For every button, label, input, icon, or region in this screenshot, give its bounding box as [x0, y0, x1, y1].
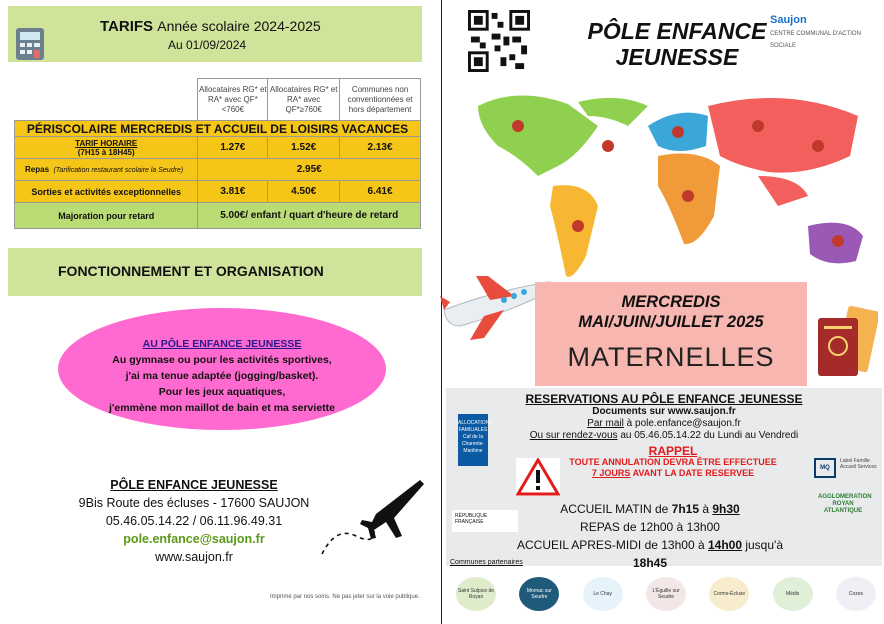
contact-name: PÔLE ENFANCE JEUNESSE [110, 478, 278, 492]
republique-logo: RÉPUBLIQUE FRANÇAISE [452, 510, 518, 532]
cell-value: 2.13€ [340, 137, 421, 159]
partner-logo: Cozes [836, 577, 876, 611]
contact-phones: 05.46.05.14.22 / 06.11.96.49.31 [105, 514, 283, 528]
ellipse-line: Au gymnase ou pour les activités sportives, [112, 354, 332, 366]
partner-logos [456, 570, 876, 618]
mercredis-title [535, 292, 807, 332]
mq-logo: MQ [814, 458, 836, 478]
rdv-line [446, 430, 882, 442]
docs-line: Documents sur www.saujon.fr [592, 406, 736, 417]
saujon-name: Saujon [770, 14, 807, 26]
contact-address: 9Bis Route des écluses - 17600 SAUJON [78, 496, 310, 510]
maternelles-title: MATERNELLES [567, 342, 775, 372]
ellipse-text [74, 336, 370, 416]
mail-label: Par mail [587, 418, 624, 429]
col-header-hors: Communes non conventionnées et hors département [340, 79, 421, 121]
row-label-repas [15, 159, 198, 181]
calculator-icon [14, 26, 46, 62]
cara-logo: AGGLOMERATION ROYAN ATLANTIQUE [818, 494, 872, 514]
world-map-illustration [458, 86, 876, 286]
partner-logo: Corme-Écluse [709, 577, 749, 611]
row-label-sorties: Sorties et activités exceptionnelles [15, 181, 198, 203]
hours-afternoon-text: ACCUEIL APRES-MIDI de 13h00 à [516, 538, 708, 552]
cell-value: 6.41€ [340, 181, 421, 203]
rappel-line2 [562, 468, 784, 479]
main-title-line1: PÔLE ENFANCE [587, 18, 767, 44]
hours-afternoon-limit: 14h00 [707, 538, 742, 552]
cell-value: 5.00€/ enfant / quart d'heure de retard [198, 203, 421, 229]
col-header-qf-high: Allocataires RG* et RA* avec QF*≥760€ [268, 79, 340, 121]
saujon-logo [770, 14, 884, 50]
rappel-days: 7 JOURS [591, 468, 631, 478]
tarif-horaire-sub: (7H15 à 18H45) [77, 147, 135, 157]
ellipse-line: Pour les jeux aquatiques, [158, 386, 286, 398]
airplane-icon [316, 466, 426, 560]
hours-lunch: REPAS de 12h00 à 13h00 [580, 520, 720, 534]
contact-email[interactable]: pole.enfance@saujon.fr [123, 532, 265, 546]
partner-logo: Le Chay [583, 577, 623, 611]
warning-icon [516, 458, 560, 496]
contact-block [74, 476, 314, 566]
print-note: Imprimé par nos soins. Ne pas jeter sur la voie publique. [270, 594, 420, 600]
tarifs-label: TARIFS [100, 18, 154, 35]
row-label-tarif-horaire [15, 137, 198, 159]
tarif-horaire-label: TARIF HORAIRE [75, 138, 138, 148]
caf-logo: ALLOCATIONS FAMILIALES Caf de la Charente-Maritime [458, 414, 488, 466]
hours-morning-to: à [699, 502, 713, 516]
hours-afternoon-until: jusqu'à [742, 538, 783, 552]
cell-value: 4.50€ [268, 181, 340, 203]
rappel-title: RAPPEL [648, 444, 698, 458]
cell-value: 3.81€ [198, 181, 268, 203]
tarifs-subtitle: Année scolaire 2024-2025 [157, 18, 321, 34]
reservations-title: RESERVATIONS AU PÔLE ENFANCE JEUNESSE [525, 392, 803, 406]
qr-code[interactable] [468, 10, 530, 72]
main-title-line2: JEUNESSE [615, 44, 739, 70]
tarifs-title [100, 18, 321, 35]
hours-morning-end: 9h30 [712, 502, 740, 516]
reservation-details [446, 406, 882, 442]
rappel-line1: TOUTE ANNULATION DEVRA ÊTRE EFFECTUEE [569, 457, 777, 467]
row-label-majoration: Majoration pour retard [15, 203, 198, 229]
rappel-rest: AVANT LA DATE RESERVEE [630, 468, 755, 478]
cell-value: 2.95€ [198, 159, 421, 181]
rappel-block [562, 446, 784, 479]
fonctionnement-title: FONCTIONNEMENT ET ORGANISATION [58, 263, 324, 279]
mercredis-line2: MAI/JUIN/JUILLET 2025 [578, 313, 764, 331]
cell-value: 1.27€ [198, 137, 268, 159]
communes-label: Communes partenaires [450, 559, 523, 566]
contact-website[interactable]: www.saujon.fr [155, 550, 233, 564]
saujon-sub: CENTRE COMMUNAL D'ACTION SOCIALE [770, 31, 861, 49]
repas-label: Repas [25, 165, 50, 174]
mail-line [446, 418, 882, 430]
passport-icon [812, 304, 878, 382]
rdv-label: Ou sur rendez-vous [529, 430, 618, 441]
mq-logo-text: Label Famille Accueil Services [840, 458, 877, 470]
partner-logo: Mornac sur Seudre [519, 577, 559, 611]
mercredis-line1: MERCREDIS [621, 293, 721, 311]
hours-morning-text: ACCUEIL MATIN de [560, 502, 672, 516]
hours-afternoon-end: 18h45 [632, 556, 668, 570]
main-title [566, 18, 788, 70]
hours-morning [500, 500, 800, 518]
col-header-qf-low: Allocataires RG* et RA* avec QF*<760€ [198, 79, 268, 121]
partner-logo: Saint Sulpice de Royan [456, 577, 496, 611]
mail-address[interactable]: à pole.enfance@saujon.fr [623, 418, 741, 429]
section-title: PÉRISCOLAIRE MERCREDIS ET ACCUEIL DE LOISIRS VACANCES [15, 121, 421, 137]
hours-afternoon [500, 536, 800, 572]
rdv-text: au 05.46.05.14.22 du Lundi au Vendredi [617, 430, 799, 441]
cell-value: 1.52€ [268, 137, 340, 159]
repas-note: (Tarification restaurant scolaire la Seudre) [53, 167, 184, 174]
prices-table [14, 78, 421, 229]
hours-morning-start: 7h15 [671, 502, 699, 516]
partner-logo: Médis [773, 577, 813, 611]
ellipse-line: j'emmène mon maillot de bain et ma serviette [109, 402, 335, 414]
ellipse-title: AU PÔLE ENFANCE JEUNESSE [142, 338, 302, 350]
ellipse-line: j'ai ma tenue adaptée (jogging/basket). [125, 370, 319, 382]
hours-block [500, 500, 800, 572]
tarifs-date: Au 01/09/2024 [168, 38, 247, 52]
partner-logo: L'Éguille sur Seudre [646, 577, 686, 611]
